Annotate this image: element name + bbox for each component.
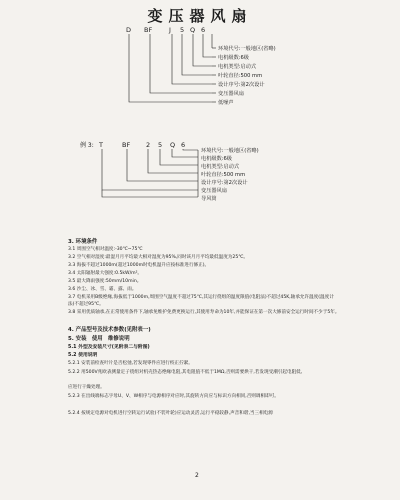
paragraph: 3.8 采用优质轴承,在正常使用条件下,轴承免维护免费更换运行,其使用寿命为10年,并能保证在第一次大修前安全运行时间不少于5年。 [68,310,340,315]
diagram2-label: 环境代号:一般地区(省略) [201,148,259,154]
diagram1-label: 电机级数:6级 [218,55,249,61]
paragraph: 5.2.4 按规定电源对电机进行空转运行试验(不装叶轮)应运动灵活,运行平稳较静,声音和谐,当三相电源 [68,411,273,416]
section-heading: 5. 安装 使用 维修说明 [68,336,130,342]
diagram1-lines [129,34,216,102]
diagram2-lines [102,149,198,197]
code-6: 6 [181,141,186,149]
diagram2-label: 变压器风扇 [201,188,227,194]
paragraph: 3.5 最大降雨强度:50mm/10min。 [68,279,142,284]
paragraph: 3.2 空气相对湿度:最湿月月平均最大相对湿度为95%,同时该月月平均最低温度为25℃。 [68,255,248,260]
diagram2-label: 设计序号:第2次设计 [201,180,248,186]
section-heading: 5.1 外型及安装尺寸(见附表二与附图) [68,345,150,350]
code-2: BF [122,141,131,149]
paragraph: 5.2.3 在出线端标志字母U、V、W相序与电源相序对应时,其旋转方向应与标识方向相同,否则调相即可。 [68,394,279,399]
paragraph: 3.4 太阳辐射最大强度:0.5kW/m²。 [68,271,143,276]
code-5: Q [190,26,196,34]
page-number: 2 [195,472,199,479]
code-1: T [99,141,103,149]
diagram1-label: 设计序号:第2次设计 [218,82,265,88]
code-4: 5 [180,26,185,34]
diagram1-label: 环境代号:一般地区(省略) [218,46,276,52]
diagram2-label: 电机级数:6级 [201,156,232,162]
paragraph: 3.7 电机采用B级绝缘,海拔低于1000m,周围空气温度不超过75℃,其运行绕组的温度限值(电阻法)不超过45K,轴承允许温度(温度计法)不超过95℃。 [68,295,334,307]
code-5: Q [170,141,176,149]
diagram2-label: 导风筒 [201,196,217,202]
diagram1-label: 叶轮直径:500 mm [218,73,263,79]
paragraph: 3.3 海拔不超过1000m(超过1000m时电机温升应按标准进行修正)。 [68,263,210,268]
section-heading: 4. 产品型号及技术参数(见附表一) [68,327,151,333]
code-2: BF [144,26,153,34]
paragraph: 5.2.2 用500V兆欧表测量定子绕组对机壳热态绝缘电阻,其电阻值不低于1MΩ,否则需要烘干,若发现受潮引起电阻低, [68,370,303,375]
section-heading: 5.2 使用说明 [68,353,98,358]
code-1: D [126,26,132,34]
diagram1-label: 电机类型:启动式 [218,64,257,70]
diagram1-label: 变压器风扇 [218,91,244,97]
diagram2-label: 叶轮直径:500 mm [201,172,246,178]
paragraph: 5.2.1 安装前检查叶片是否松弛,若发现零件应进行校正拧紧。 [68,361,193,366]
code-6: 6 [201,26,206,34]
page-title: 变压器风扇 [147,7,253,25]
section-heading: 3. 环境条件 [68,239,98,245]
paragraph: 3.1 周围空气相对温度:-30℃~75℃ [68,247,143,252]
code-3: 2 [146,141,151,149]
diagram1-label: 低噪声 [218,100,234,106]
code-3: J [169,26,171,34]
code-4: 5 [158,141,163,149]
paragraph: 应进行干燥处理。 [68,385,105,390]
diagram2-label: 电机类型:启动式 [201,164,240,170]
paragraph: 3.6 沙尘、冰、雪、霜、露、雨。 [68,287,137,292]
example-label: 例 3: [80,142,94,149]
